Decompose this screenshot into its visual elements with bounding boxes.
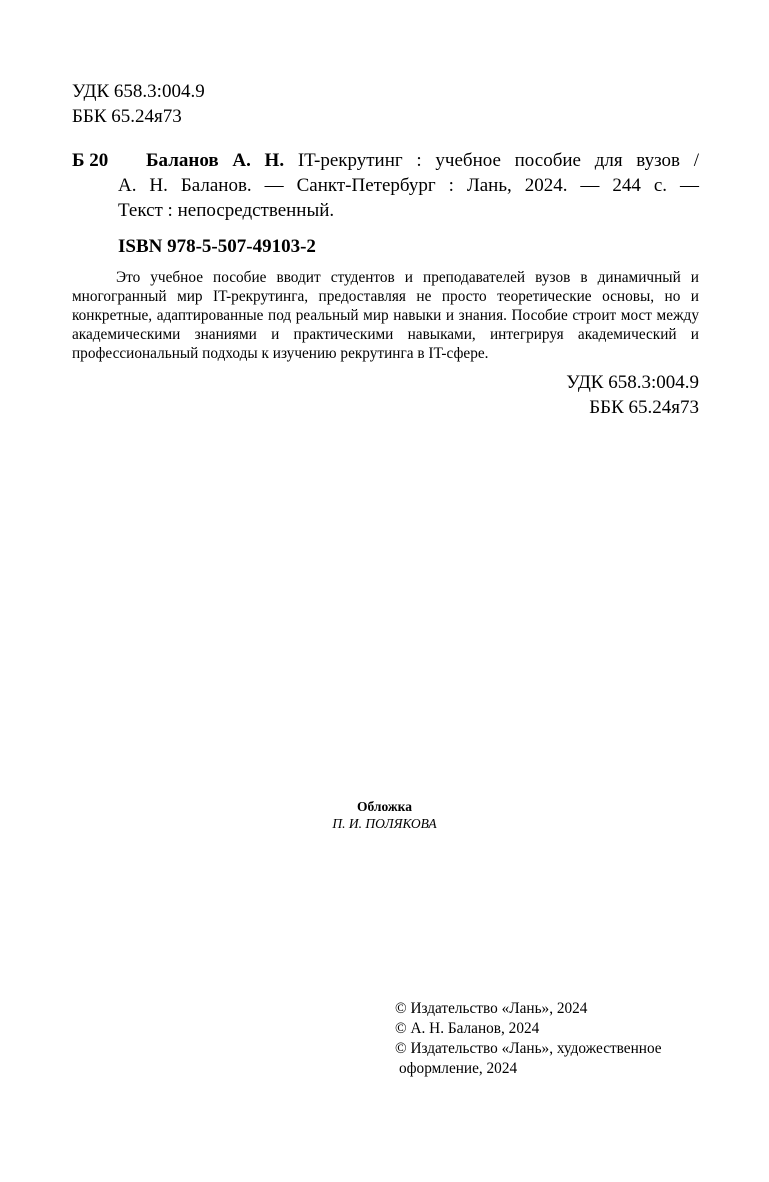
description-line-2: А. Н. Баланов. — Санкт-Петербург : Лань, 2024. — 244 с. —: [118, 175, 699, 196]
isbn: ISBN 978-5-507-49103-2: [118, 236, 316, 257]
classification-codes-bottom: [566, 370, 699, 420]
copyright-line-4: оформление, 2024: [399, 1060, 518, 1077]
book-title: IT-рекрутинг : учебное пособие для вузов /: [297, 150, 700, 171]
cover-label: Обложка: [356, 799, 412, 814]
description-line-1: [118, 148, 699, 173]
copyright-block: [395, 999, 705, 1079]
udk-code-bottom: УДК 658.3:004.9: [566, 372, 699, 393]
bbk-code-bottom: ББК 65.24я73: [589, 397, 699, 418]
annotation: Это учебное пособие вводит студентов и преподавателей вузов в динамичный и многогранный мир IT-рекрутинга, предоставляя не просто теоретические основы, но и конкретные, адаптированные под реальный мир навыки и знания. Пособие строит мост между академическими знаниями и практическими навыками, интегрируя академический и профессиональный подходы к изучению рекрутинга в IT-сфере.: [72, 269, 699, 362]
classification-codes-top: [72, 79, 205, 129]
copyright-line-2: © А. Н. Баланов, 2024: [395, 1020, 540, 1037]
author-name: Баланов А. Н.: [146, 150, 285, 171]
cover-credit: [0, 798, 769, 832]
description-line-3: Текст : непосредственный.: [118, 200, 335, 221]
bbk-code: ББК 65.24я73: [72, 106, 182, 127]
bibliographic-description: [118, 148, 699, 223]
copyright-line-1: © Издательство «Лань», 2024: [395, 1000, 588, 1017]
author-mark: Б 20: [72, 150, 109, 171]
cover-designer: П. И. ПОЛЯКОВА: [332, 816, 437, 831]
udk-code: УДК 658.3:004.9: [72, 81, 205, 102]
copyright-line-3: © Издательство «Лань», художественное: [395, 1040, 662, 1057]
